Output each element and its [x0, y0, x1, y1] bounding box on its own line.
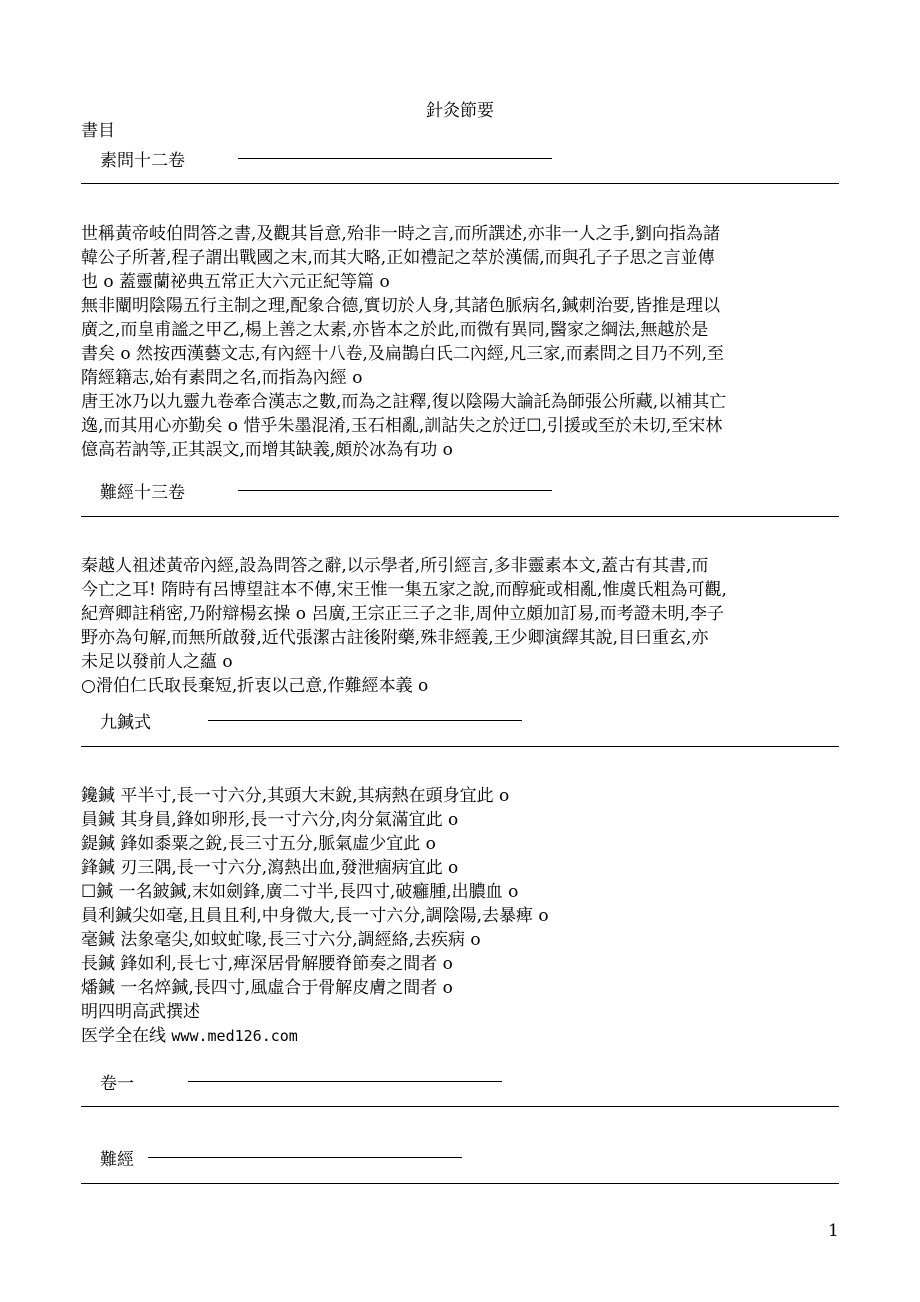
section-divider	[81, 516, 839, 517]
source-label: 医学全在线	[81, 1026, 166, 1046]
section-heading-volume-one: 卷一	[100, 1074, 134, 1094]
text-line: 秦越人祖述黃帝內經,設為問答之辭,以示學者,所引經言,多非靈素本文,蓋古有其書,而	[81, 556, 709, 576]
text-line: 世稱黃帝岐伯問答之書,及觀其旨意,殆非一時之言,而所譔述,亦非一人之手,劉向指為諸	[81, 224, 721, 244]
needle-item: 鋒鍼 刃三隅,長一寸六分,瀉熱出血,發泄痼病宜此 o	[81, 858, 459, 878]
page-title: 針灸節要	[426, 101, 494, 121]
section-body-nine-needles	[81, 784, 549, 1048]
text-line: 書矣 o 然按西漢藝文志,有內經十八卷,及扁鵲白氏二內經,凡三家,而素問之目乃不列,至	[81, 344, 725, 364]
needle-item: 鑱鍼 平半寸,長一寸六分,其頭大末銳,其病熱在頭身宜此 o	[81, 786, 510, 806]
heading-underline	[238, 158, 552, 159]
section-heading-suwen: 素問十二卷	[100, 151, 185, 171]
section-heading-nanjing: 難經十三卷	[100, 483, 185, 503]
author-line: 明四明高武撰述	[81, 1002, 200, 1022]
text-line: 也 o 蓋靈蘭祕典五常正大六元正紀等篇 o	[81, 272, 390, 292]
text-line: 野亦為句解,而無所啟發,近代張潔古註後附藥,殊非經義,王少卿演繹其說,目曰重玄,亦	[81, 628, 709, 648]
page-number: 1	[828, 1221, 839, 1241]
heading-underline	[188, 1081, 502, 1082]
source-url-link[interactable]: www.med126.com	[171, 1027, 298, 1045]
heading-underline	[208, 720, 522, 721]
section-heading-nine-needles: 九鍼式	[100, 713, 151, 733]
section-body-nanjing	[81, 554, 727, 698]
needle-item: 燔鍼 一名焠鍼,長四寸,風虛合于骨解皮膚之間者 o	[81, 978, 453, 998]
text-line: 無非闡明陰陽五行主制之理,配象合德,實切於人身,其諸色脈病名,鍼刺治要,皆推是理以	[81, 296, 721, 316]
text-line: 億高若訥等,正其誤文,而增其缺義,頗於冰為有功 o	[81, 440, 453, 460]
needle-item: 員利鍼尖如毫,且員且利,中身微大,長一寸六分,調陰陽,去暴痺 o	[81, 906, 549, 926]
text-line: 隋經籍志,始有素問之名,而指為內經 o	[81, 368, 363, 388]
text-line: 唐王冰乃以九靈九卷牽合漢志之數,而為之註釋,復以陰陽大論託為師張公所藏,以補其亡	[81, 392, 727, 412]
text-line: ○滑伯仁氏取長棄短,折衷以己意,作難經本義 o	[81, 676, 429, 696]
heading-underline	[238, 490, 552, 491]
toc-label: 書目	[81, 121, 115, 141]
heading-underline	[148, 1157, 462, 1158]
text-line: 紀齊卿註稍密,乃附辯楊玄操 o 呂廣,王宗正三子之非,周仲立頗加訂易,而考證未明,李子	[81, 604, 725, 624]
needle-item: ☐鍼 一名鈹鍼,末如劍鋒,廣二寸半,長四寸,破癰腫,出膿血 o	[81, 882, 519, 902]
section-divider	[81, 1106, 839, 1107]
section-body-suwen	[81, 222, 726, 462]
needle-item: 毫鍼 法象毫尖,如蚊虻喙,長三寸六分,調經絡,去疾病 o	[81, 930, 481, 950]
text-line: 廣之,而皇甫謐之甲乙,楊上善之太素,亦皆本之於此,而微有異同,醫家之綱法,無越於是	[81, 320, 709, 340]
section-divider	[81, 183, 839, 184]
section-divider	[81, 1183, 839, 1184]
needle-item: 長鍼 鋒如利,長七寸,痺深居骨解腰脊節奏之間者 o	[81, 954, 453, 974]
text-line: 逸,而其用心亦勤矣 o 惜乎朱墨混淆,玉石相亂,訓詁失之於迂☐,引援或至於未切,至宋林	[81, 416, 723, 436]
section-divider	[81, 746, 839, 747]
text-line: 韓公子所著,程子謂出戰國之末,而其大略,正如禮記之萃於漢儒,而與孔子子思之言並傳	[81, 248, 715, 268]
text-line: 今亡之耳! 隋時有呂博望註本不傳,宋王惟一集五家之說,而醇疵或相亂,惟虞氏粗為可觀,	[81, 580, 727, 600]
needle-item: 鍉鍼 鋒如黍粟之銳,長三寸五分,脈氣虛少宜此 o	[81, 834, 436, 854]
section-heading-nanjing-2: 難經	[100, 1150, 134, 1170]
text-line: 未足以發前人之蘊 o	[81, 652, 233, 672]
source-line	[81, 1024, 549, 1048]
needle-item: 員鍼 其身員,鋒如卵形,長一寸六分,肉分氣滿宜此 o	[81, 810, 459, 830]
